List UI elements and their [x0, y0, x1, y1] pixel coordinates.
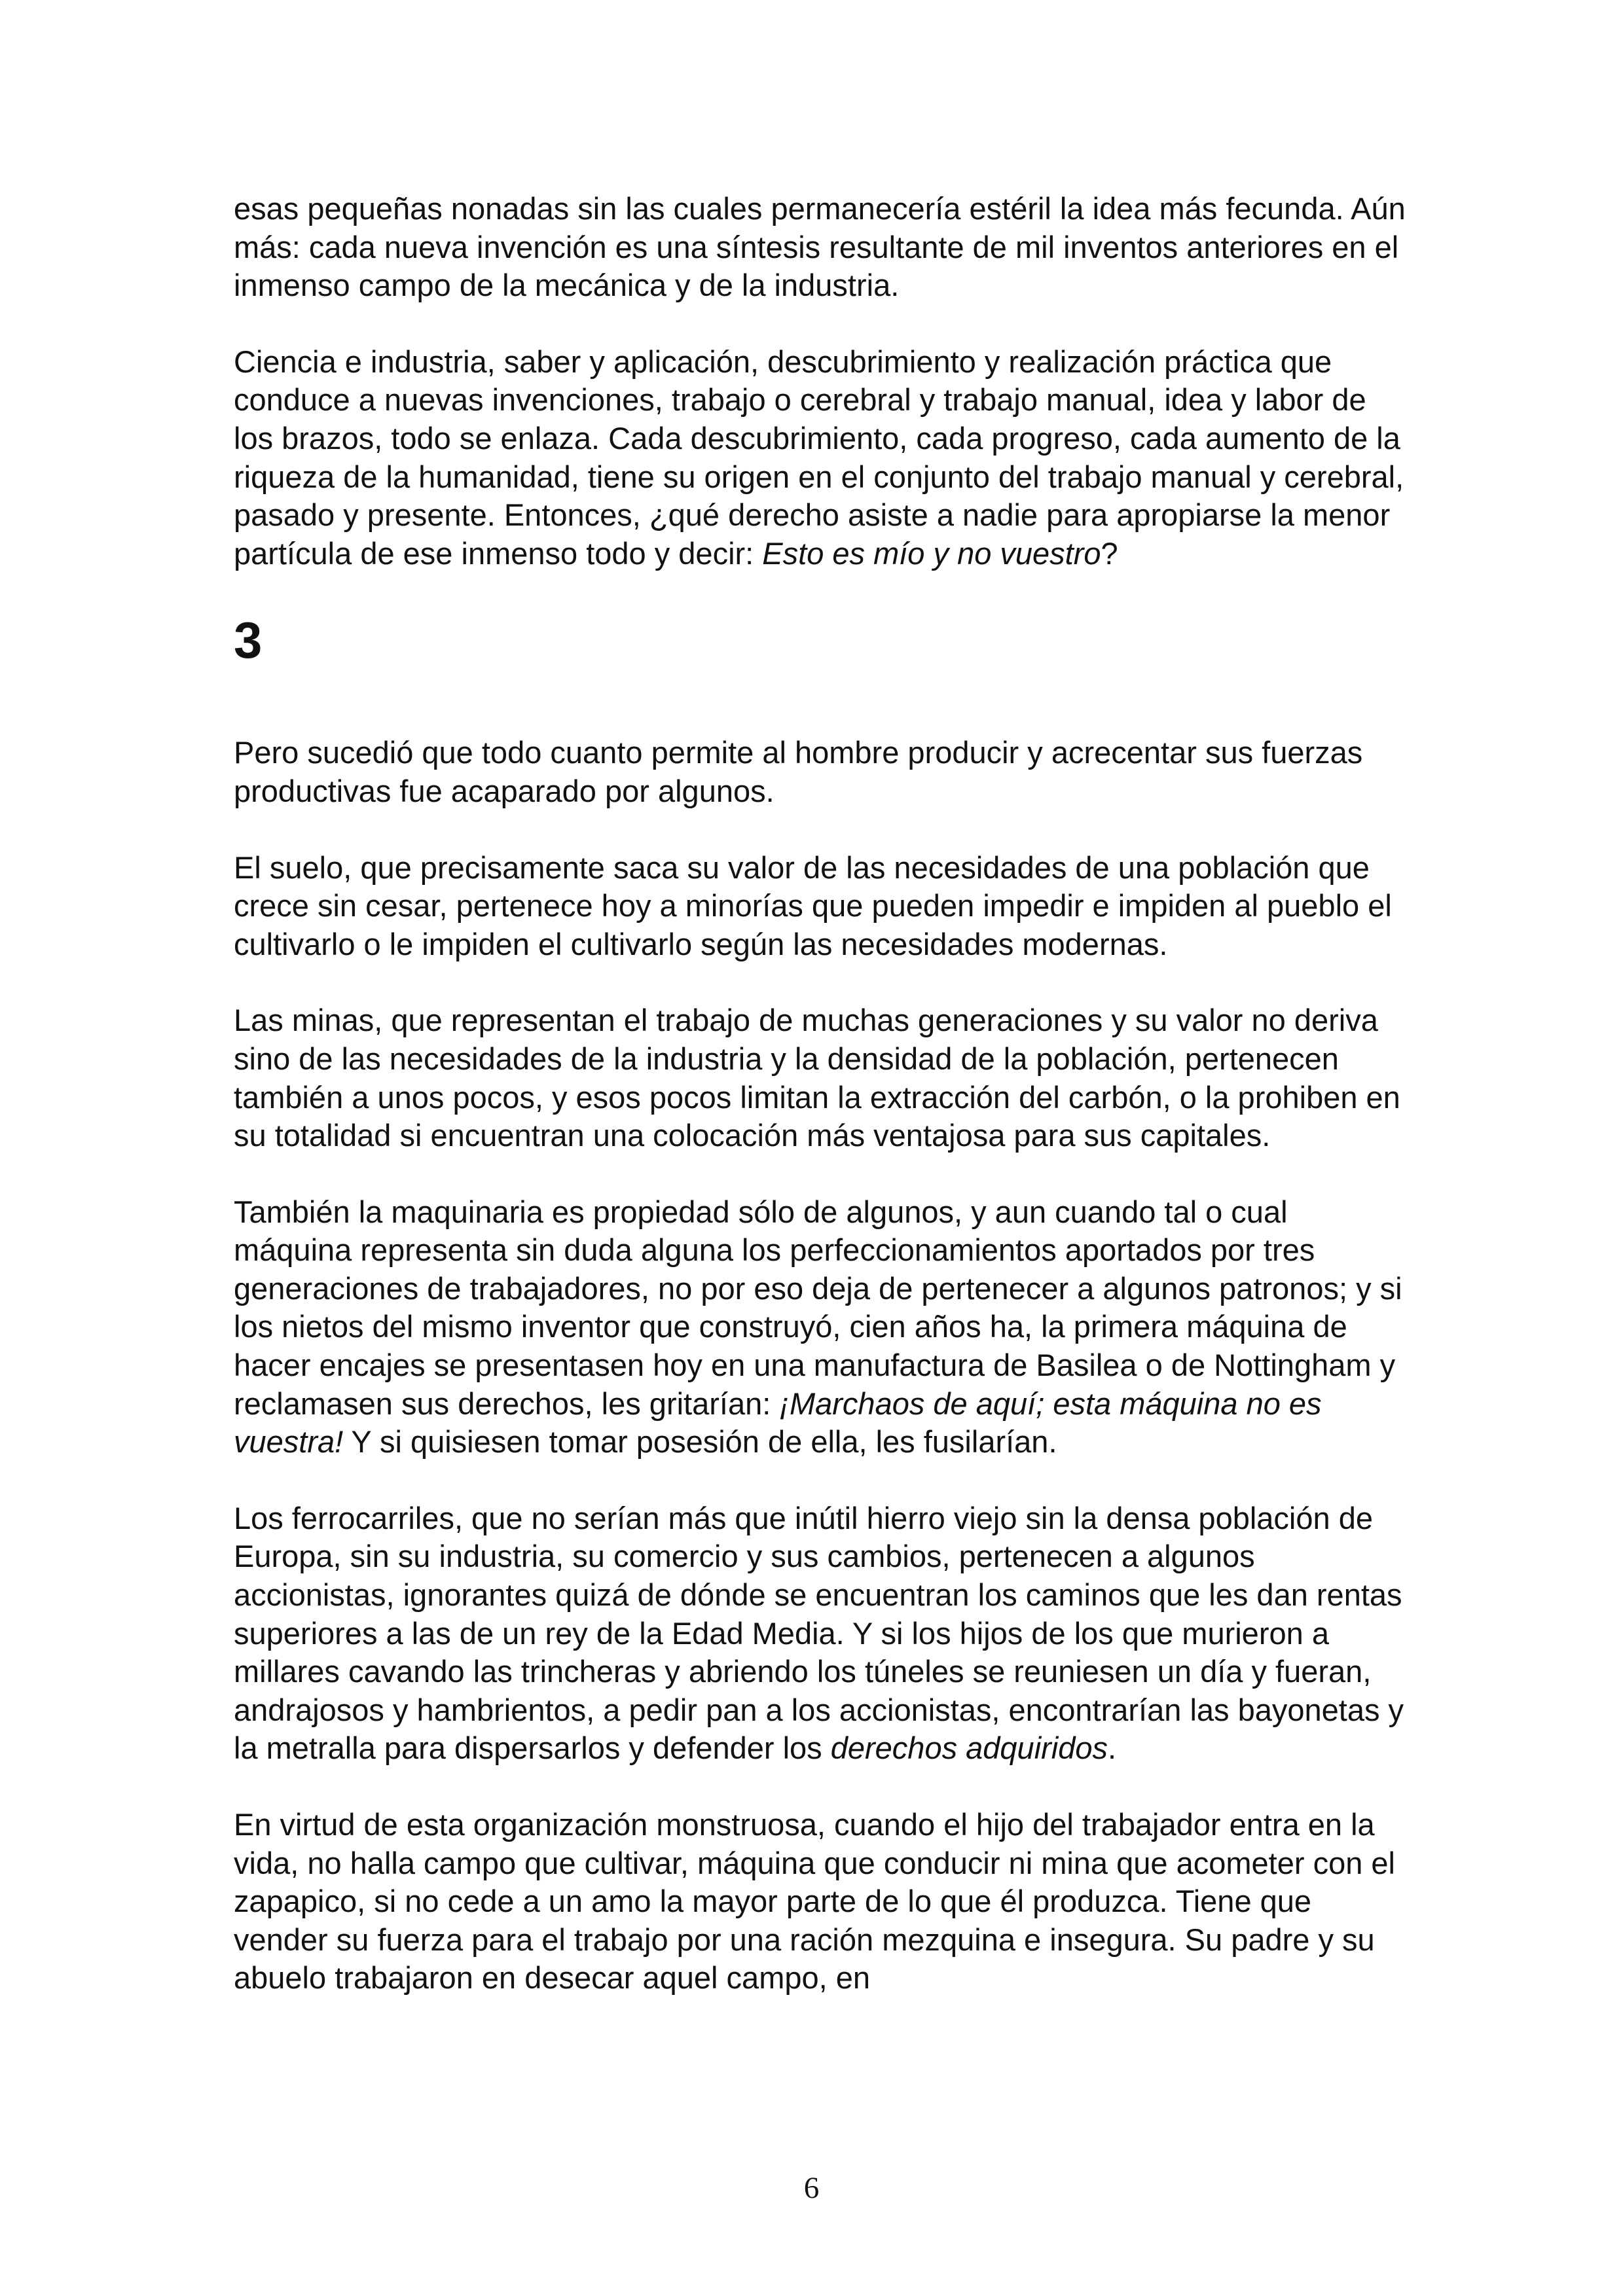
paragraph-3: Pero sucedió que todo cuanto permite al hombre producir y acrecentar sus fuerzas productivas fue acaparado por algunos. [234, 735, 1363, 808]
paragraph-8: En virtud de esta organización monstruosa, cuando el hijo del trabajador entra en la vida, no halla campo que cultivar, máquina que conducir ni mina que acometer con el zapapico, si no cede a un amo la mayor parte de lo que él produzca. Tiene que vender su fuerza para el trabajo por una ración mezquina e insegura. Su padre y su abuelo trabajaron en desecar aquel campo, en [234, 1807, 1395, 1996]
paragraph-2-tail: ? [1101, 535, 1118, 571]
paragraph-1: esas pequeñas nonadas sin las cuales permanecería estéril la idea más fecunda. Aún más: cada nueva invención es una síntesis resultante de mil inventos anteriores en el inmenso campo de la mecánica y de la industria. [234, 191, 1406, 303]
paragraph-2-text: Ciencia e industria, saber y aplicación, descubrimiento y realización práctica que conduce a nuevas invenciones, trabajo o cerebral y trabajo manual, idea y labor de los brazos, todo se enlaza. Cada descubrimiento, cada progreso, cada aumento de la riqueza de la humanidad, tiene su origen en el conjunto del trabajo manual y cerebral, pasado y presente. Entonces, ¿qué derecho asiste a nadie para apropiarse la menor partícula de ese inmenso todo y decir: [234, 344, 1404, 571]
paragraph-6-tail: Y si quisiesen tomar posesión de ella, les fusilarían. [343, 1424, 1057, 1460]
paragraph-2 [234, 343, 1412, 573]
paragraph-6 [234, 1193, 1412, 1462]
page-body [234, 190, 1412, 1998]
paragraph-7 [234, 1499, 1412, 1768]
paragraph-6-text: También la maquinaria es propiedad sólo de algunos, y aun cuando tal o cual máquina representa sin duda alguna los perfeccionamientos aportados por tres generaciones de trabajadores, no por eso deja de pertenecer a algunos patronos; y si los nietos del mismo inventor que construyó, cien años ha, la primera máquina de hacer encajes se presentasen hoy en una manufactura de Basilea o de Nottingham y reclamasen sus derechos, les gritarían: [234, 1194, 1402, 1421]
paragraph-7-tail: . [1108, 1731, 1117, 1766]
section-heading: 3 [234, 611, 263, 670]
paragraph-2-emphasis: Esto es mío y no vuestro [762, 535, 1101, 571]
paragraph-7-text: Los ferrocarriles, que no serían más que inútil hierro viejo sin la densa población de Europa, sin su industria, su comercio y sus cambios, pertenecen a algunos accionistas, ignorantes quizá de dónde se encuentran los caminos que les dan rentas superiores a las de un rey de la Edad Media. Y si los hijos de los que murieron a millares cavando las trincheras y abriendo los túneles se reuniesen un día y fueran, andrajosos y hambrientos, a pedir pan a los accionistas, encontrarían las bayonetas y la metralla para dispersarlos y defender los [234, 1500, 1404, 1766]
paragraph-4: El suelo, que precisamente saca su valor de las necesidades de una población que crece sin cesar, pertenece hoy a minorías que pueden impedir e impiden al pueblo el cultivarlo o le impiden el cultivarlo según las necesidades modernas. [234, 850, 1392, 961]
paragraph-6-emphasis: ¡Marchaos de aquí; esta máquina no es vuestra! [234, 1386, 1322, 1460]
paragraph-5: Las minas, que representan el trabajo de muchas generaciones y su valor no deriva sino de las necesidades de la industria y la densidad de la población, pertenecen también a unos pocos, y esos pocos limitan la extracción del carbón, o la prohiben en su totalidad si encuentran una colocación más ventajosa para sus capitales. [234, 1003, 1400, 1153]
paragraph-7-emphasis: derechos adquiridos [830, 1731, 1108, 1766]
page-number: 6 [803, 2171, 820, 2205]
